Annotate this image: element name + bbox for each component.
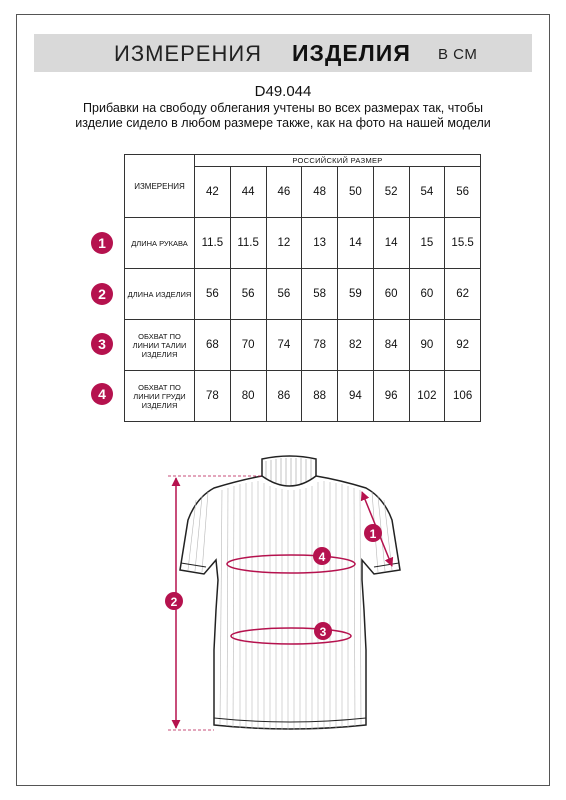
table-cell: 60	[409, 269, 445, 320]
table-cell: 14	[373, 218, 409, 269]
table-cell: 88	[302, 371, 338, 422]
table-cell: 14	[338, 218, 374, 269]
table-cell: 106	[445, 371, 481, 422]
size-header: 44	[230, 167, 266, 218]
marker-badge	[313, 547, 331, 565]
table-cell: 56	[230, 269, 266, 320]
size-header: 56	[445, 167, 481, 218]
table-cell: 11.5	[230, 218, 266, 269]
size-header: 50	[338, 167, 374, 218]
marker-badge	[314, 622, 332, 640]
size-header: 54	[409, 167, 445, 218]
turtleneck-tee-drawing	[180, 456, 400, 730]
table-cell: 94	[338, 371, 374, 422]
table-corner-label: ИЗМЕРЕНИЯ	[125, 155, 195, 218]
table-cell: 90	[409, 320, 445, 371]
marker-label: 2	[170, 595, 178, 609]
table-cell: 59	[338, 269, 374, 320]
table-cell: 102	[409, 371, 445, 422]
table-cell: 74	[266, 320, 302, 371]
table-cell: 12	[266, 218, 302, 269]
header-word-units: В СМ	[438, 46, 478, 63]
table-cell: 15.5	[445, 218, 481, 269]
size-header: 52	[373, 167, 409, 218]
row-number-badge: 4	[91, 383, 113, 405]
marker-badge	[364, 524, 382, 542]
table-cell: 15	[409, 218, 445, 269]
table-cell: 58	[302, 269, 338, 320]
row-number-badge: 2	[91, 283, 113, 305]
fit-description: Прибавки на свободу облегания учтены во всех размерах так, чтобы изделие сидело в любом размере также, как на фото на нашей модели	[75, 101, 491, 130]
row-label: ДЛИНА ИЗДЕЛИЯ	[125, 269, 195, 320]
size-header: 46	[266, 167, 302, 218]
table-cell: 56	[195, 269, 231, 320]
table-cell: 60	[373, 269, 409, 320]
table-cell: 62	[445, 269, 481, 320]
marker-label: 4	[318, 550, 326, 564]
row-label: ОБХВАТ ПО ЛИНИИ ТАЛИИ ИЗДЕЛИЯ	[125, 320, 195, 371]
marker-label: 3	[319, 625, 327, 639]
table-cell: 96	[373, 371, 409, 422]
size-header: 42	[195, 167, 231, 218]
row-number-badge: 1	[91, 232, 113, 254]
table-cell: 80	[230, 371, 266, 422]
marker-badge	[165, 592, 183, 610]
article-number: D49.044	[254, 83, 312, 100]
table-cell: 86	[266, 371, 302, 422]
row-label: ОБХВАТ ПО ЛИНИИ ГРУДИ ИЗДЕЛИЯ	[125, 371, 195, 422]
marker-label: 1	[369, 527, 377, 541]
table-cell: 78	[195, 371, 231, 422]
table-cell: 68	[195, 320, 231, 371]
table-cell: 11.5	[195, 218, 231, 269]
table-cell: 92	[445, 320, 481, 371]
table-cell: 78	[302, 320, 338, 371]
row-number-badge: 3	[91, 333, 113, 355]
header-word-measurements: ИЗМЕРЕНИЯ	[114, 41, 263, 66]
table-cell: 13	[302, 218, 338, 269]
table-cell: 70	[230, 320, 266, 371]
header-word-garment: ИЗДЕЛИЯ	[292, 40, 411, 66]
table-group-header: РОССИЙСКИЙ РАЗМЕР	[195, 155, 481, 167]
size-header: 48	[302, 167, 338, 218]
table-cell: 56	[266, 269, 302, 320]
row-label: ДЛИНА РУКАВА	[125, 218, 195, 269]
table-cell: 82	[338, 320, 374, 371]
table-cell: 84	[373, 320, 409, 371]
